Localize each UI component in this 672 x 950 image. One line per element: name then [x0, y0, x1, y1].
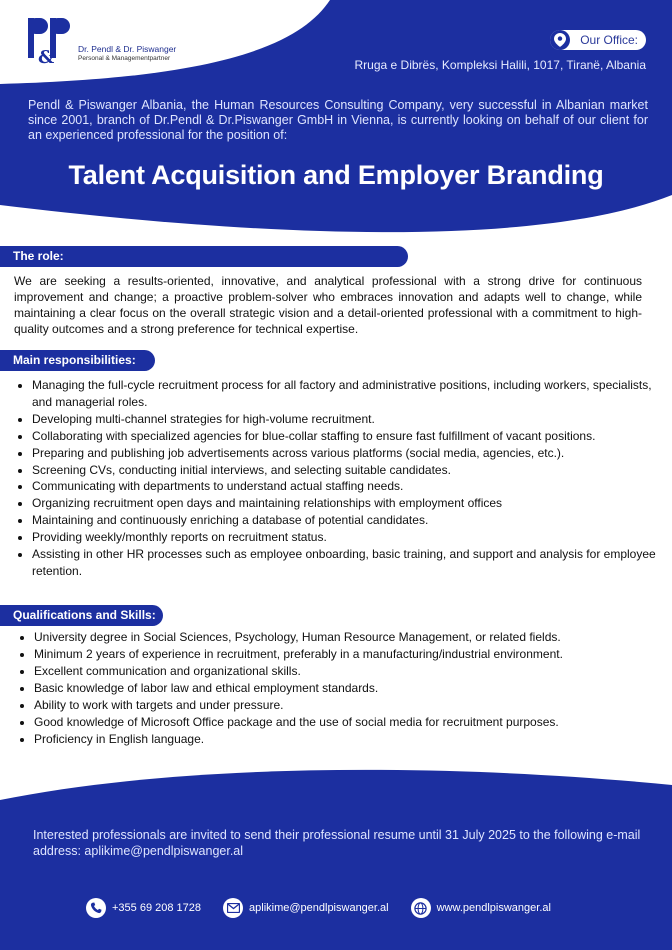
role-description: We are seeking a results-oriented, innovative, and analytical professional with a strong drive for continuous improvement and change; a proactive problem-solver who embraces innovation and adapts well to change, while maintaining a clear focus on the overall strategic vision and a detail-oriented professional with a commitment to high-quality outcomes and a strong preference for technical expertise.: [14, 274, 642, 336]
list-item: • Minimum 2 years of experience in recruitment, preferably in a manufacturing/industrial environment.: [34, 646, 664, 663]
list-item: • University degree in Social Sciences, Psychology, Human Resource Management, or related fields.: [34, 629, 664, 646]
email-address: aplikime@pendlpiswanger.al: [249, 902, 389, 914]
list-item: • Collaborating with specialized agencies for blue-collar staffing to ensure fast fulfillment of vacant positions.: [32, 428, 662, 445]
job-title: Talent Acquisition and Employer Branding: [68, 160, 604, 190]
contact-bar: [86, 898, 606, 918]
responsibilities-list: [14, 377, 662, 580]
list-item: • Assisting in other HR processes such as employee onboarding, basic training, and support and analysis for employee retention.: [32, 546, 662, 580]
logo-line-2: Personal & Managementpartner: [78, 55, 171, 62]
list-item: • Organizing recruitment open days and maintaining relationships with employment offices: [32, 495, 662, 512]
contact-email[interactable]: [223, 898, 389, 918]
list-item: • Screening CVs, conducting initial interviews, and selecting suitable candidates.: [32, 462, 662, 479]
company-logo: [26, 16, 186, 68]
phone-icon: [86, 898, 106, 918]
responsibilities-heading: Main responsibilities:: [0, 350, 155, 371]
list-item: • Managing the full-cycle recruitment process for all factory and administrative positions, including workers, specialists, and managerial roles.: [32, 377, 662, 411]
contact-website[interactable]: [411, 898, 551, 918]
list-item: • Providing weekly/monthly reports on recruitment status.: [32, 529, 662, 546]
closing-paragraph: Interested professionals are invited to send their professional resume until 31 July 2025 to the following e-mail address: aplikime@pendlpiswanger.al: [33, 828, 641, 858]
office-block: [355, 30, 646, 72]
phone-number: +355 69 208 1728: [112, 902, 202, 914]
office-label: Our Office:: [580, 33, 638, 47]
list-item: • Basic knowledge of labor law and ethical employment standards.: [34, 680, 664, 697]
list-item: • Communicating with departments to understand actual staffing needs.: [32, 478, 662, 495]
list-item: • Good knowledge of Microsoft Office package and the use of social media for recruitment purposes.: [34, 714, 664, 731]
globe-icon: [411, 898, 431, 918]
list-item: • Preparing and publishing job advertisements across various platforms (social media, agencies, etc.).: [32, 445, 662, 462]
list-item: • Ability to work with targets and under pressure.: [34, 697, 664, 714]
role-heading: The role:: [0, 246, 408, 267]
pp-logo-icon: [26, 16, 76, 66]
list-item: • Excellent communication and organizational skills.: [34, 663, 664, 680]
intro-paragraph: Pendl & Piswanger Albania, the Human Resources Consulting Company, very successful in Albanian market since 2001, branch of Dr.Pendl & Dr.Piswanger GmbH in Vienna, is currently looking on behalf of our client for an experienced professional for the position of:: [28, 98, 648, 142]
email-icon: [223, 898, 243, 918]
list-item: • Proficiency in English language.: [34, 731, 664, 748]
svg-text:&: &: [38, 47, 55, 66]
qualifications-list: [16, 629, 664, 748]
office-address: Rruga e Dibrës, Kompleksi Halili, 1017, Tiranë, Albania: [354, 58, 646, 72]
list-item: • Developing multi-channel strategies for high-volume recruitment.: [32, 411, 662, 428]
qualifications-heading: Qualifications and Skills:: [0, 605, 163, 626]
logo-line-1: Dr. Pendl & Dr. Piswanger: [78, 44, 177, 54]
office-label-pill: [550, 30, 646, 50]
contact-phone[interactable]: [86, 898, 201, 918]
logo-text: [78, 44, 176, 64]
location-pin-icon: [550, 30, 570, 50]
list-item: • Maintaining and continuously enriching a database of potential candidates.: [32, 512, 662, 529]
footer-blue-wave: [0, 770, 672, 950]
website-url: www.pendlpiswanger.al: [436, 902, 551, 914]
